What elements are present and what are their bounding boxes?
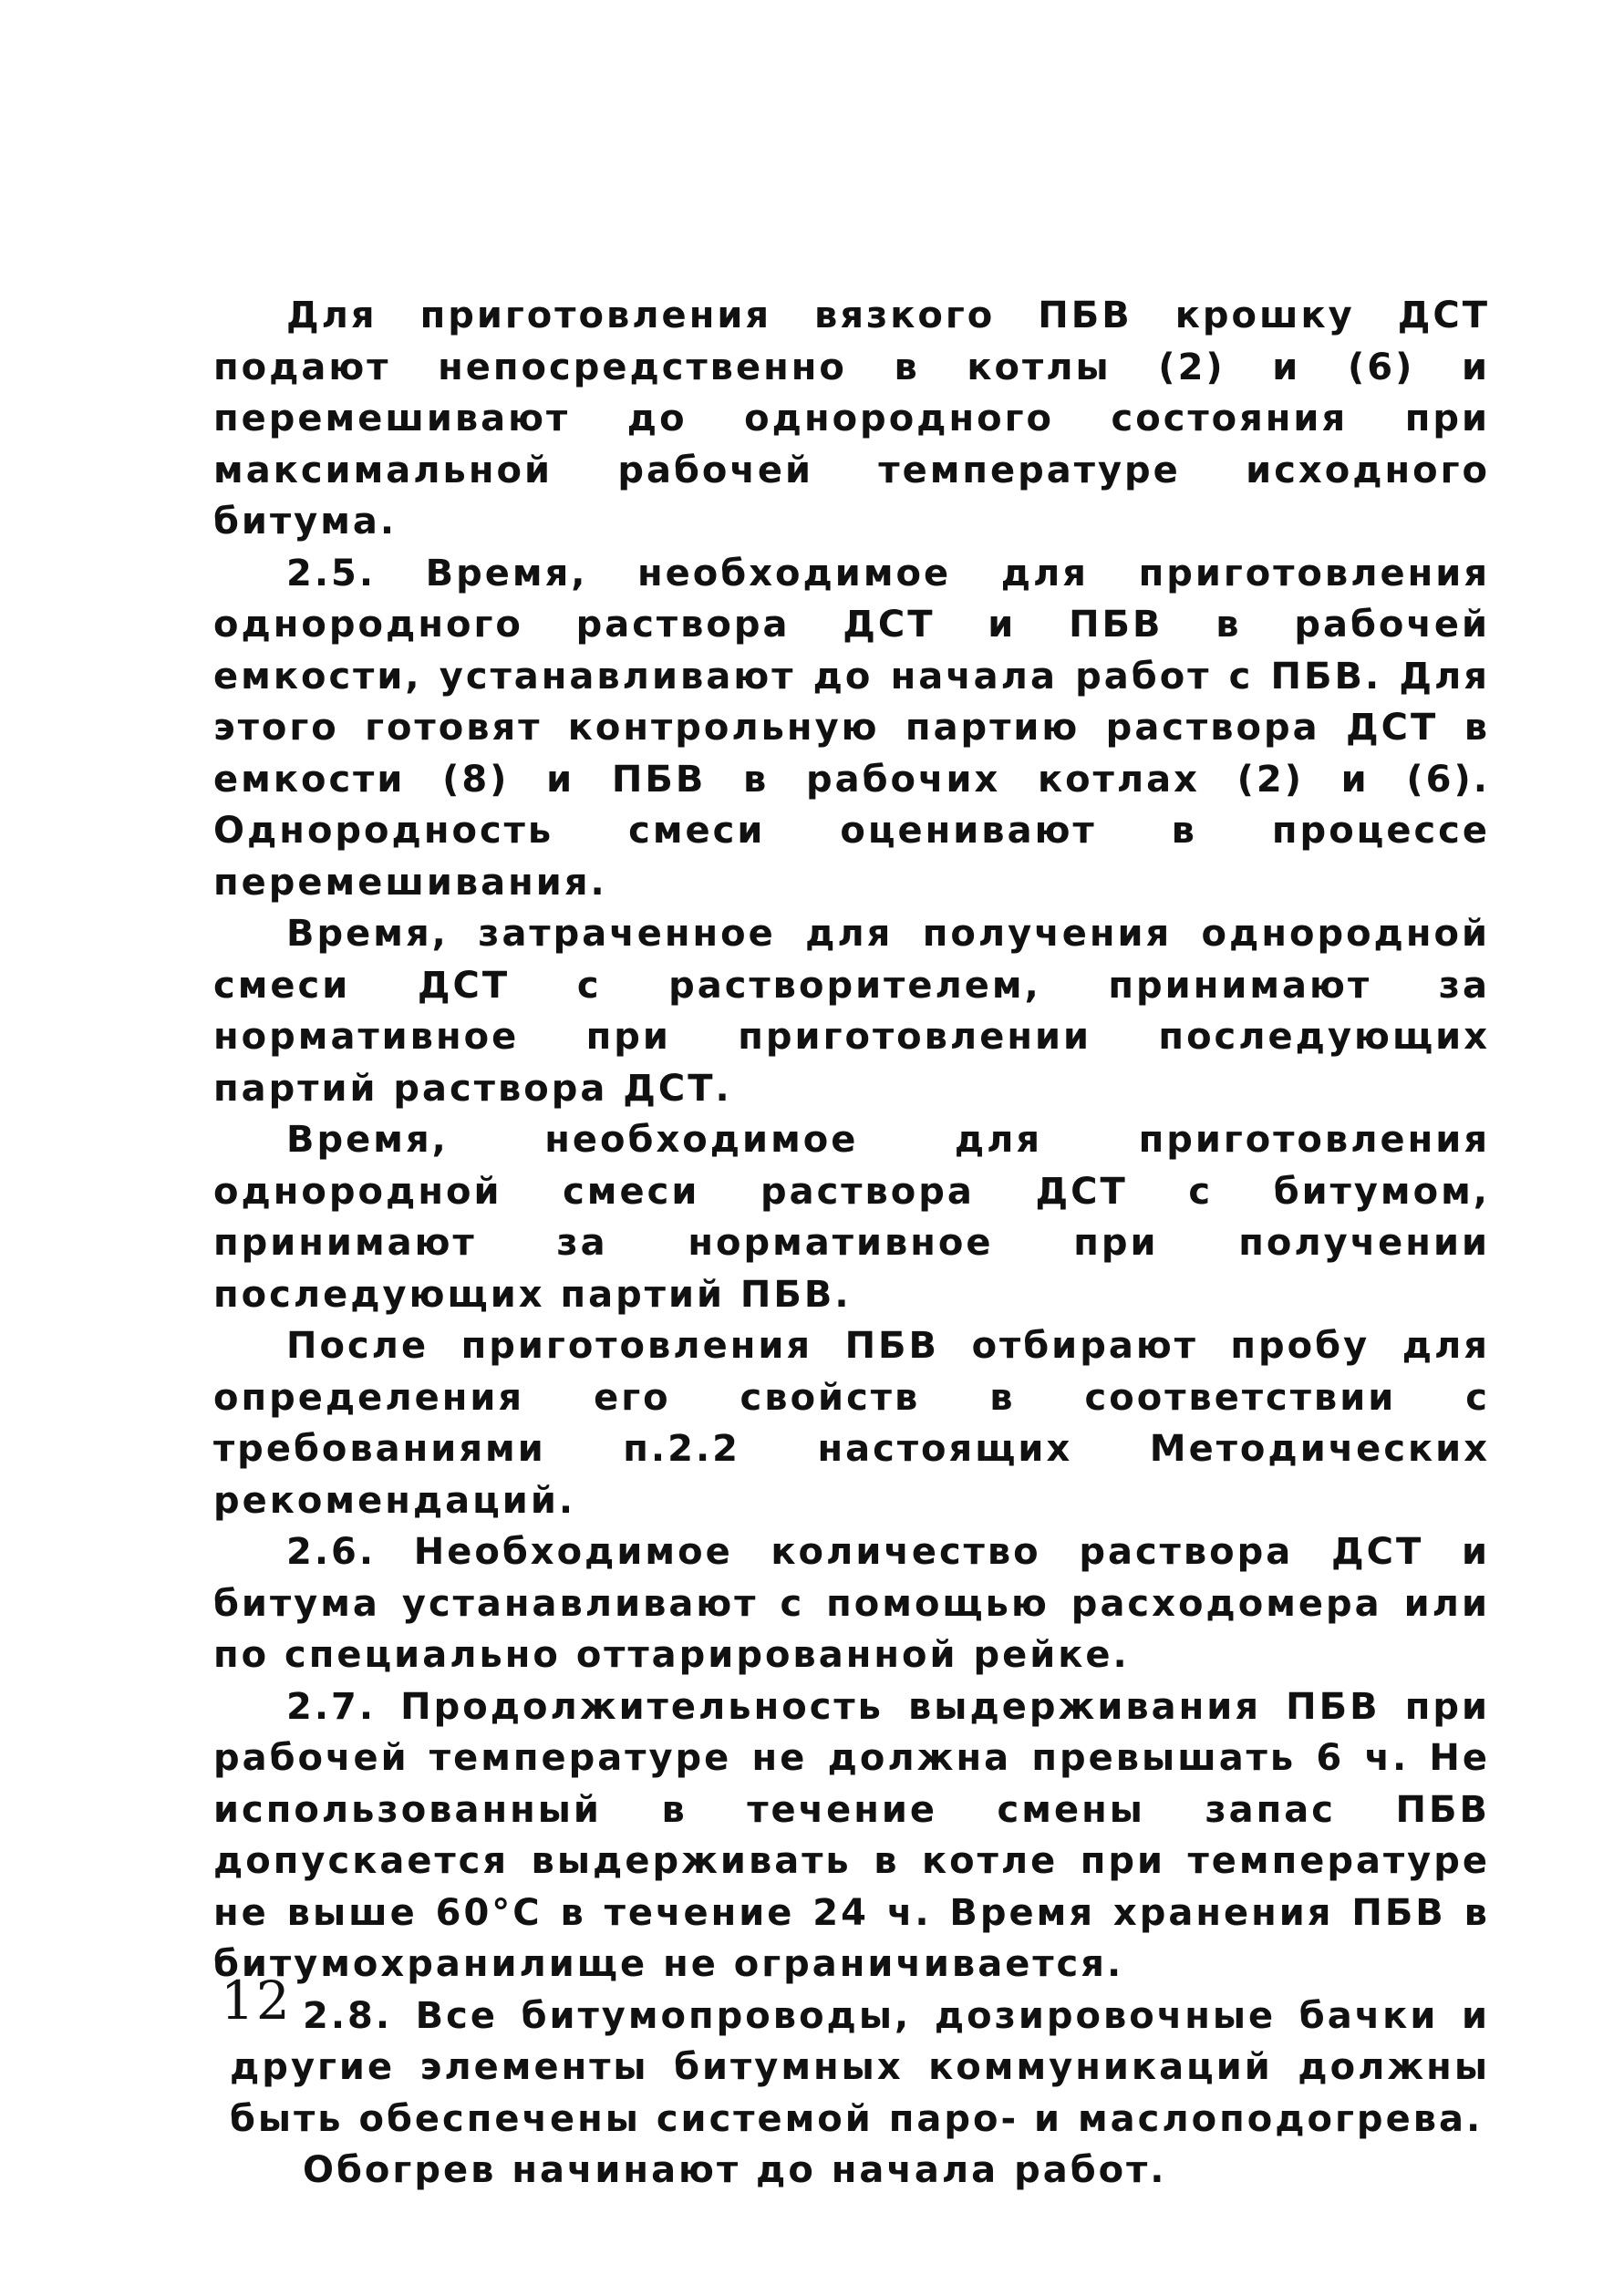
paragraph-5: После приготовления ПБВ отбирают пробу для определения его свойств в соответствии с требованиями п.2.2 настоящих Методических рекомендаций. <box>213 1325 1490 1522</box>
paragraph-1: Для приготовления вязкого ПБВ крошку ДСТ подают непосредственно в котлы (2) и (6) и перемешивают до однородного состояния при максимальной рабочей температуре исходного битума. <box>213 295 1490 543</box>
paragraph-2-8: 2.8. Все битумопроводы, дозировочные бачки и другие элементы битумных коммуникаций должны быть обеспечены системой паро- и маслоподогрева. <box>230 1994 1490 2140</box>
paragraph-2-7: 2.7. Продолжительность выдерживания ПБВ при рабочей температуре не должна превышать 6 ч. Не использованный в течение смены запас ПБВ допускается выдерживать в котле при температуре не выше 60°С в течение 24 ч. Время хранения ПБВ в битумохранилище не ограничивается. <box>213 1685 1490 1985</box>
page-number: 12 <box>221 1970 292 2032</box>
paragraph-2-6: 2.6. Необходимое количество раствора ДСТ и битума устанавливают с помощью расходомера или по специально оттарированной рейке. <box>213 1531 1490 1676</box>
paragraph-9: Обогрев начинают до начала работ. <box>303 2149 1167 2191</box>
paragraph-2-5: 2.5. Время, необходимое для приготовления однородного раствора ДСТ и ПБВ в рабочей емкости, устанавливают до начала работ с ПБВ. Для этого готовят контрольную партию раствора ДСТ в емкости (8) и ПБВ в рабочих котлах (2) и (6). Однородность смеси оценивают в процессе перемешивания. <box>213 552 1490 904</box>
body-text <box>213 290 1490 2197</box>
paragraph-3: Время, затраченное для получения однородной смеси ДСТ с растворителем, принимают за нормативное при приготовлении последующих партий раствора ДСТ. <box>213 913 1490 1110</box>
paragraph-4: Время, необходимое для приготовления однородной смеси раствора ДСТ с битумом, принимают за нормативное при получении последующих партий ПБВ. <box>213 1119 1490 1316</box>
